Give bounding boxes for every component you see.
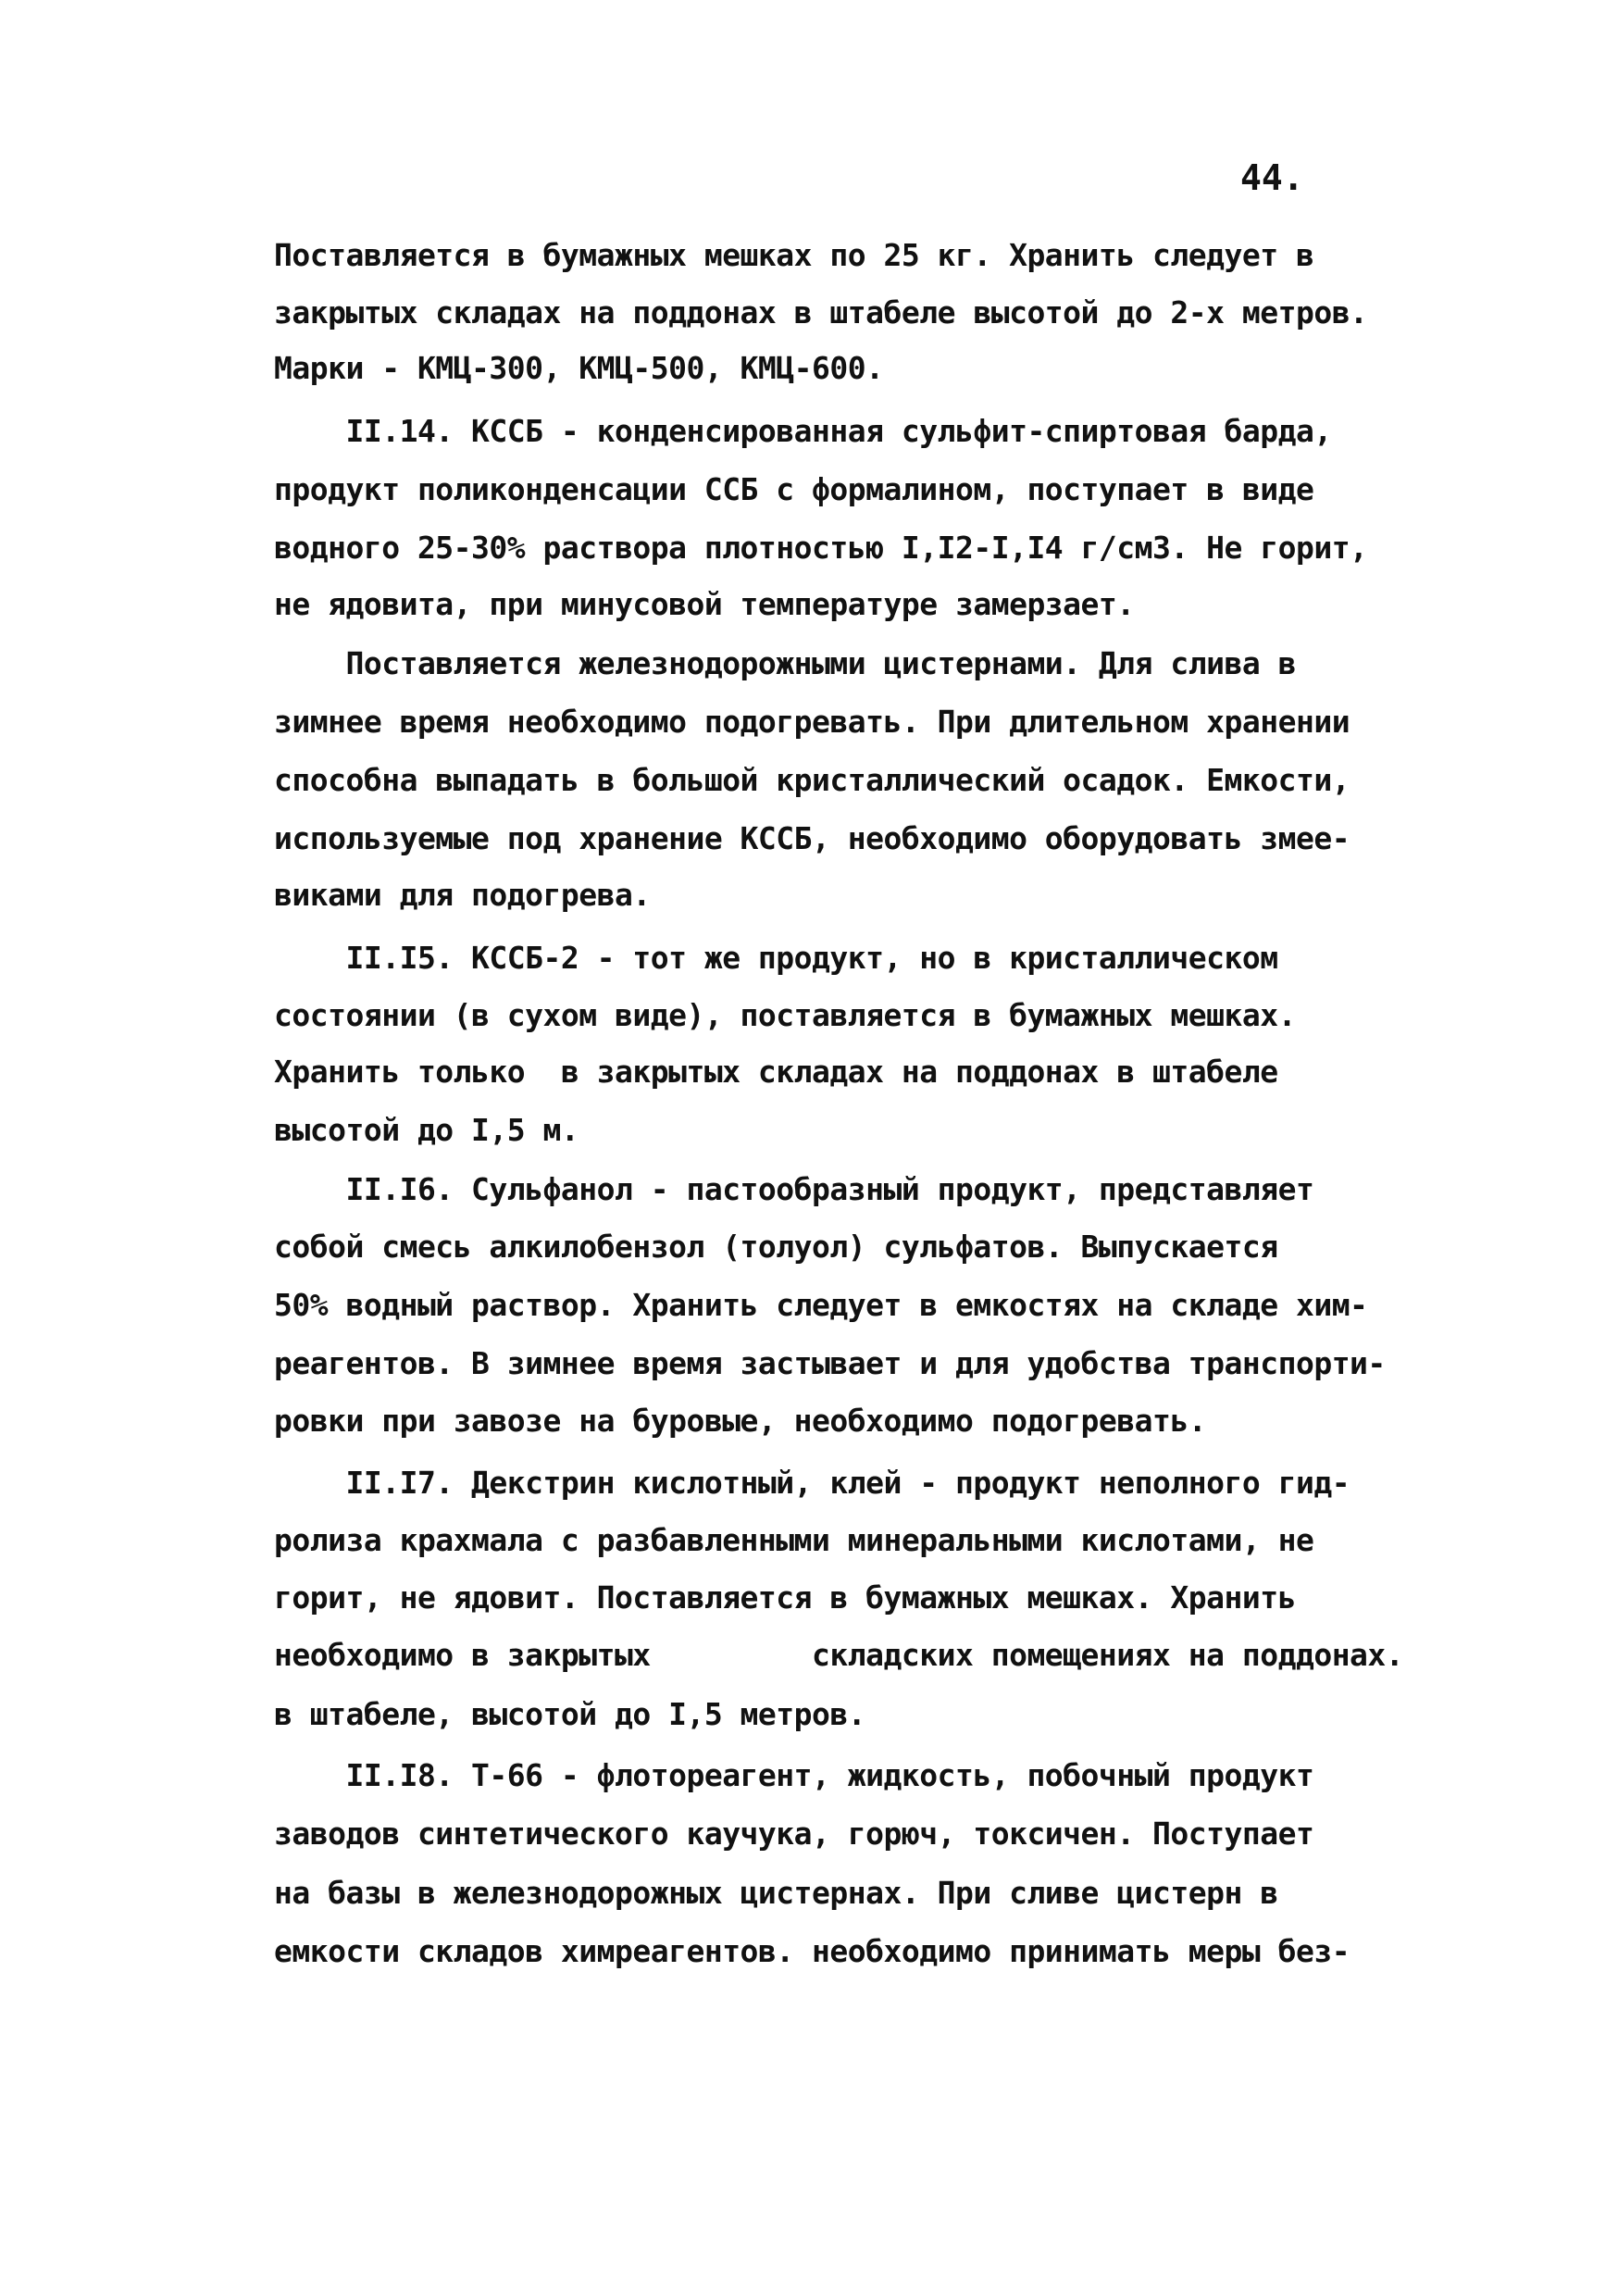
text-line: II.I5. КССБ-2 - тот же продукт, но в кристаллическом bbox=[274, 940, 1278, 976]
text-line: Марки - КМЦ-300, КМЦ-500, КМЦ-600. bbox=[274, 350, 884, 386]
text-line: II.I7. Декстрин кислотный, клей - продукт неполного гид- bbox=[274, 1465, 1350, 1501]
text-line: емкости складов химреагентов. необходимо принимать меры без- bbox=[274, 1933, 1350, 1969]
text-line: продукт поликонденсации ССБ с формалином, поступает в виде bbox=[274, 471, 1314, 507]
text-line: 50% водный раствор. Хранить следует в емкостях на складе хим- bbox=[274, 1287, 1368, 1323]
text-line: в штабеле, высотой до I,5 метров. bbox=[274, 1696, 866, 1732]
text-line: состоянии (в сухом виде), поставляется в бумажных мешках. bbox=[274, 997, 1296, 1033]
text-line: способна выпадать в большой кристаллический осадок. Емкости, bbox=[274, 762, 1350, 798]
text-line: заводов синтетического каучука, горюч, токсичен. Поступает bbox=[274, 1816, 1314, 1852]
text-line: используемые под хранение КССБ, необходимо оборудовать змее- bbox=[274, 820, 1350, 856]
page-number: 44. bbox=[1240, 157, 1304, 198]
text-line: реагентов. В зимнее время застывает и для удобства транспорти- bbox=[274, 1345, 1386, 1381]
text-line: высотой до I,5 м. bbox=[274, 1112, 579, 1148]
text-line: ровки при завозе на буровые, необходимо подогревать. bbox=[274, 1403, 1207, 1439]
text-line: II.I6. Сульфанол - пастообразный продукт, представляет bbox=[274, 1171, 1314, 1207]
text-line: Поставляется железнодорожными цистернами. Для слива в bbox=[274, 645, 1296, 681]
text-line: зимнее время необходимо подогревать. При длительном хранении bbox=[274, 704, 1350, 740]
text-line: необходимо в закрытых складских помещениях на поддонах. bbox=[274, 1637, 1404, 1673]
text-line: водного 25-30% раствора плотностью I,I2-I,I4 г/см3. Не горит, bbox=[274, 530, 1368, 566]
text-line: виками для подогрева. bbox=[274, 877, 651, 913]
text-line: II.14. КССБ - конденсированная сульфит-спиртовая барда, bbox=[274, 413, 1332, 449]
text-line: собой смесь алкилобензол (толуол) сульфатов. Выпускается bbox=[274, 1229, 1278, 1265]
text-line: Поставляется в бумажных мешках по 25 кг. Хранить следует в bbox=[274, 237, 1314, 273]
text-line: не ядовита, при минусовой температуре замерзает. bbox=[274, 586, 1135, 622]
text-line: Хранить только в закрытых складах на поддонах в штабеле bbox=[274, 1054, 1278, 1090]
text-line: ролиза крахмала с разбавленными минеральными кислотами, не bbox=[274, 1522, 1314, 1558]
text-line: горит, не ядовит. Поставляется в бумажных мешках. Хранить bbox=[274, 1579, 1296, 1616]
text-line: на базы в железнодорожных цистернах. При сливе цистерн в bbox=[274, 1875, 1278, 1911]
text-line: II.I8. Т-66 - флотореагент, жидкость, побочный продукт bbox=[274, 1757, 1314, 1793]
text-line: закрытых складах на поддонах в штабеле высотой до 2-х метров. bbox=[274, 294, 1368, 331]
